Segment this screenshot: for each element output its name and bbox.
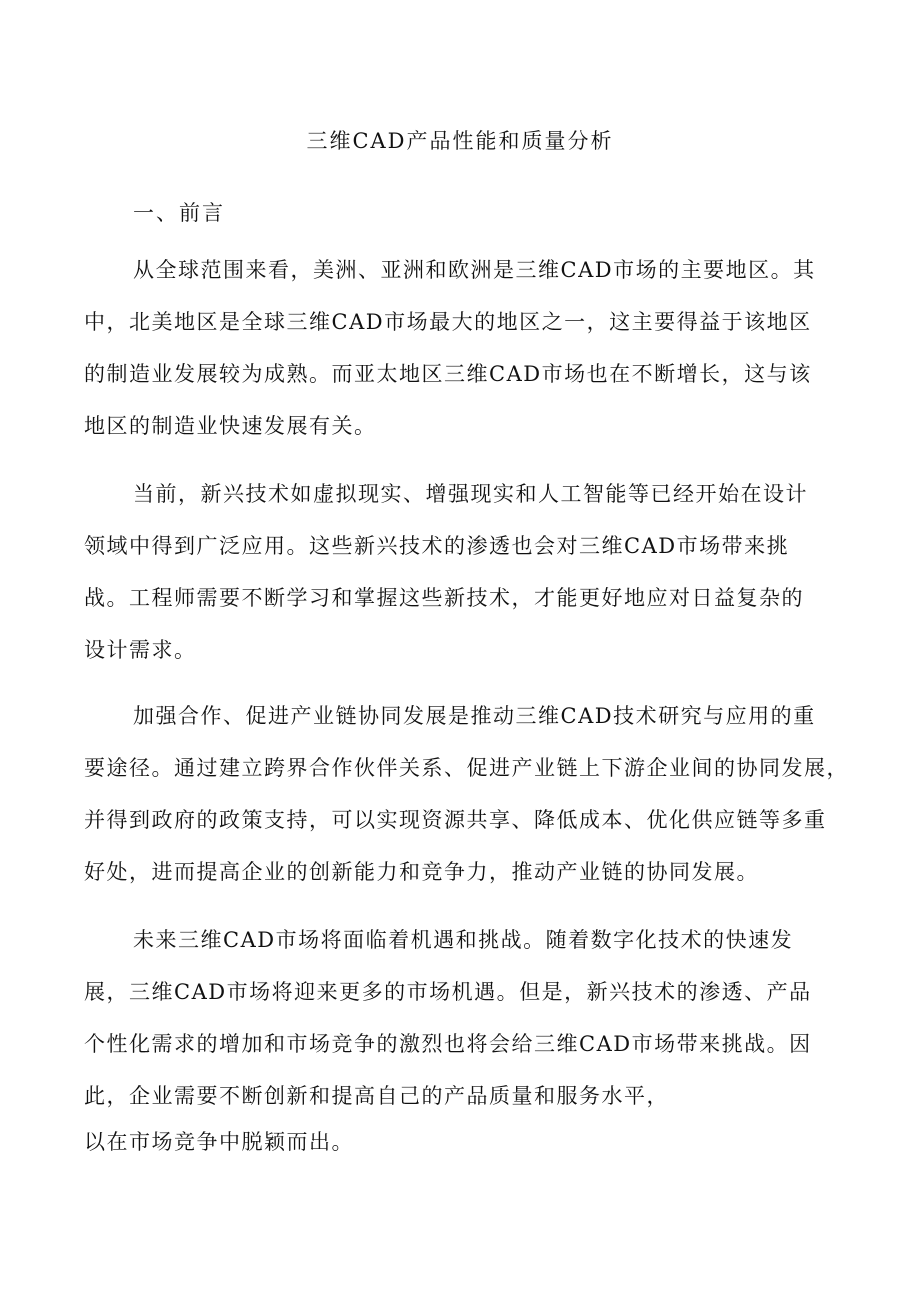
paragraph-line: 战。工程师需要不断学习和掌握这些新技术，才能更好地应对日益复杂的 <box>84 586 804 610</box>
paragraph-line: 的制造业发展较为成熟。而亚太地区三维CAD市场也在不断增长，这与该 <box>84 362 812 386</box>
document-title: 三维CAD产品性能和质量分析 <box>306 129 614 153</box>
paragraph-line: 此，企业需要不断创新和提高自己的产品质量和服务水平， <box>84 1084 669 1108</box>
paragraph-line: 未来三维CAD市场将面临着机遇和挑战。随着数字化技术的快速发 <box>133 928 794 952</box>
paragraph-2 <box>84 468 844 676</box>
paragraph-line: 要途径。通过建立跨界合作伙伴关系、促进产业链上下游企业间的协同发展， <box>84 756 849 780</box>
paragraph-line: 从全球范围来看，美洲、亚洲和欧洲是三维CAD市场的主要地区。其 <box>133 258 816 282</box>
paragraph-line: 领域中得到广泛应用。这些新兴技术的渗透也会对三维CAD市场带来挑 <box>84 534 790 558</box>
section-heading: 一、前言 <box>133 201 225 225</box>
paragraph-line: 好处，进而提高企业的创新能力和竞争力，推动产业链的协同发展。 <box>84 860 759 884</box>
paragraph-4 <box>84 914 844 1162</box>
paragraph-line: 个性化需求的增加和市场竞争的激烈也将会给三维CAD市场带来挑战。因 <box>84 1032 812 1056</box>
paragraph-line: 中，北美地区是全球三维CAD市场最大的地区之一，这主要得益于该地区 <box>84 310 812 334</box>
paragraph-line: 并得到政府的政策支持，可以实现资源共享、降低成本、优化供应链等多重 <box>84 808 827 832</box>
paragraph-1 <box>84 244 844 452</box>
paragraph-line: 设计需求。 <box>84 638 197 662</box>
paragraph-line: 当前，新兴技术如虚拟现实、增强现实和人工智能等已经开始在设计 <box>133 482 808 506</box>
paragraph-line: 展，三维CAD市场将迎来更多的市场机遇。但是，新兴技术的渗透、产品 <box>84 980 812 1004</box>
paragraph-line: 加强合作、促进产业链协同发展是推动三维CAD技术研究与应用的重 <box>133 704 816 728</box>
paragraph-line: 以在市场竞争中脱颖而出。 <box>84 1130 354 1154</box>
paragraph-line: 地区的制造业快速发展有关。 <box>84 414 377 438</box>
paragraph-3 <box>84 690 849 898</box>
